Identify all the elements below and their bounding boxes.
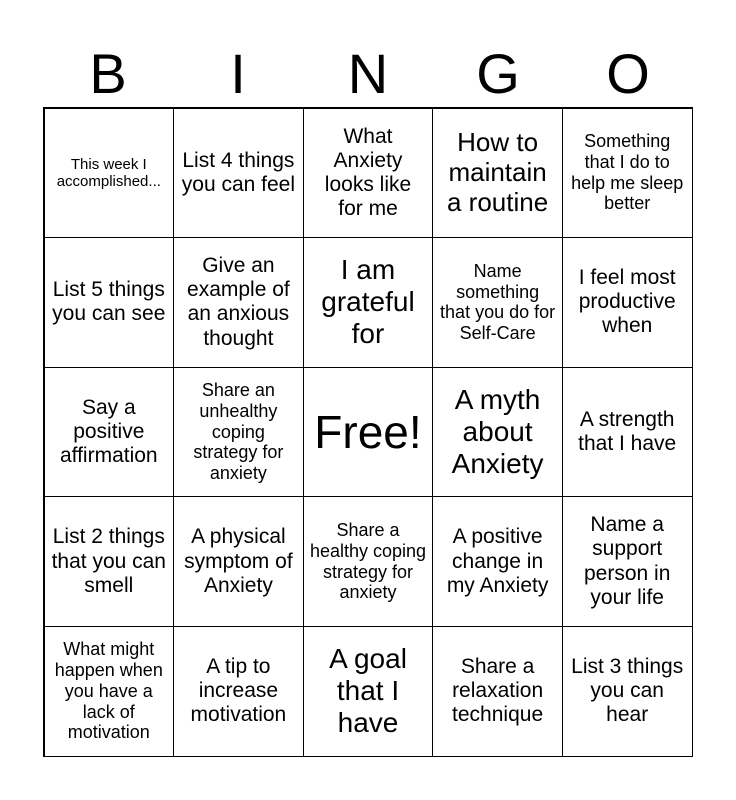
bingo-cell[interactable]: Give an example of an anxious thought [173, 237, 304, 368]
bingo-cell[interactable]: I am grateful for [303, 237, 434, 368]
header-letter-o: O [606, 42, 650, 105]
bingo-cell[interactable]: List 2 things that you can smell [44, 496, 175, 627]
bingo-cell[interactable]: Share an unhealthy coping strategy for anxiety [173, 367, 304, 498]
bingo-cell[interactable]: Say a positive affirmation [44, 367, 175, 498]
bingo-cell[interactable]: Name a support person in your life [562, 496, 693, 627]
bingo-cell[interactable]: What Anxiety looks like for me [303, 108, 434, 239]
bingo-cell[interactable]: What might happen when you have a lack of motivation [44, 626, 175, 757]
bingo-cell[interactable]: Share a healthy coping strategy for anxiety [303, 496, 434, 627]
bingo-cell[interactable]: A goal that I have [303, 626, 434, 757]
bingo-cell[interactable]: A physical symptom of Anxiety [173, 496, 304, 627]
header-letter-i: I [230, 42, 246, 105]
bingo-cell[interactable]: A myth about Anxiety [432, 367, 563, 498]
bingo-header [43, 44, 693, 104]
bingo-cell[interactable]: This week I accomplished... [44, 108, 175, 239]
bingo-cell[interactable]: I feel most productive when [562, 237, 693, 368]
bingo-cell[interactable]: A strength that I have [562, 367, 693, 498]
header-letter-b: B [89, 42, 127, 105]
bingo-cell[interactable]: Share a relaxation technique [432, 626, 563, 757]
bingo-cell[interactable]: A tip to increase motivation [173, 626, 304, 757]
bingo-cell[interactable]: List 4 things you can feel [173, 108, 304, 239]
bingo-cell[interactable]: List 3 things you can hear [562, 626, 693, 757]
free-space-cell[interactable]: Free! [303, 367, 434, 498]
bingo-cell[interactable]: How to maintain a routine [432, 108, 563, 239]
bingo-cell[interactable]: Name something that you do for Self-Care [432, 237, 563, 368]
bingo-cell[interactable]: Something that I do to help me sleep better [562, 108, 693, 239]
bingo-cell[interactable]: A positive change in my Anxiety [432, 496, 563, 627]
bingo-cell[interactable]: List 5 things you can see [44, 237, 175, 368]
header-letter-g: G [476, 42, 520, 105]
bingo-card-grid [43, 107, 693, 757]
header-letter-n: N [347, 42, 389, 105]
